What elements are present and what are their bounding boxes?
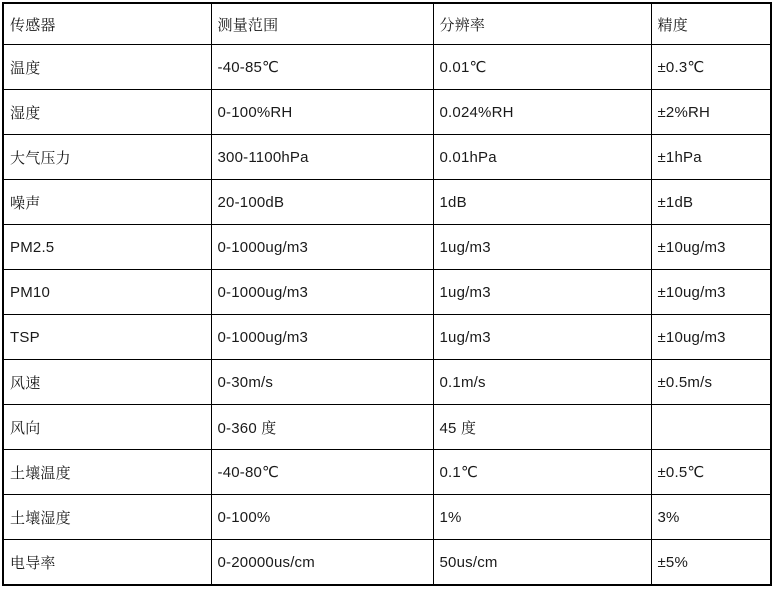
sensor-name-cell: TSP (3, 315, 211, 360)
measurement-range-cell: 0-20000us/cm (211, 540, 433, 586)
sensor-name-cell: 风速 (3, 360, 211, 405)
column-header-range: 测量范围 (211, 3, 433, 45)
resolution-cell: 0.01hPa (433, 135, 651, 180)
accuracy-cell: ±0.5m/s (651, 360, 771, 405)
accuracy-cell: ±2%RH (651, 90, 771, 135)
measurement-range-cell: 0-30m/s (211, 360, 433, 405)
table-header-row (3, 3, 771, 45)
resolution-cell: 1dB (433, 180, 651, 225)
resolution-cell: 50us/cm (433, 540, 651, 586)
table-row (3, 90, 771, 135)
measurement-range-cell: -40-85℃ (211, 45, 433, 90)
column-header-sensor: 传感器 (3, 3, 211, 45)
table-row (3, 450, 771, 495)
accuracy-cell: 3% (651, 495, 771, 540)
table-row (3, 135, 771, 180)
resolution-cell: 45 度 (433, 405, 651, 450)
column-header-accuracy: 精度 (651, 3, 771, 45)
table-row (3, 495, 771, 540)
sensor-name-cell: 土壤温度 (3, 450, 211, 495)
table-row (3, 405, 771, 450)
sensor-name-cell: PM10 (3, 270, 211, 315)
accuracy-cell: ±1dB (651, 180, 771, 225)
sensor-name-cell: 湿度 (3, 90, 211, 135)
accuracy-cell: ±0.5℃ (651, 450, 771, 495)
resolution-cell: 0.1m/s (433, 360, 651, 405)
table-row (3, 360, 771, 405)
sensor-name-cell: 温度 (3, 45, 211, 90)
measurement-range-cell: 0-1000ug/m3 (211, 315, 433, 360)
resolution-cell: 1ug/m3 (433, 225, 651, 270)
sensor-spec-table-container (2, 2, 770, 586)
measurement-range-cell: 0-100% (211, 495, 433, 540)
table-row (3, 225, 771, 270)
measurement-range-cell: 0-1000ug/m3 (211, 225, 433, 270)
sensor-name-cell: 电导率 (3, 540, 211, 586)
accuracy-cell: ±10ug/m3 (651, 315, 771, 360)
resolution-cell: 0.01℃ (433, 45, 651, 90)
sensor-name-cell: 风向 (3, 405, 211, 450)
resolution-cell: 0.024%RH (433, 90, 651, 135)
measurement-range-cell: 300-1100hPa (211, 135, 433, 180)
resolution-cell: 0.1℃ (433, 450, 651, 495)
accuracy-cell (651, 405, 771, 450)
sensor-name-cell: PM2.5 (3, 225, 211, 270)
table-row (3, 45, 771, 90)
table-row (3, 270, 771, 315)
accuracy-cell: ±10ug/m3 (651, 270, 771, 315)
table-row (3, 540, 771, 586)
sensor-name-cell: 土壤湿度 (3, 495, 211, 540)
sensor-name-cell: 大气压力 (3, 135, 211, 180)
measurement-range-cell: -40-80℃ (211, 450, 433, 495)
measurement-range-cell: 20-100dB (211, 180, 433, 225)
sensor-name-cell: 噪声 (3, 180, 211, 225)
resolution-cell: 1ug/m3 (433, 270, 651, 315)
measurement-range-cell: 0-1000ug/m3 (211, 270, 433, 315)
resolution-cell: 1% (433, 495, 651, 540)
table-row (3, 315, 771, 360)
sensor-spec-table (2, 2, 772, 586)
table-row (3, 180, 771, 225)
column-header-resolution: 分辨率 (433, 3, 651, 45)
resolution-cell: 1ug/m3 (433, 315, 651, 360)
accuracy-cell: ±5% (651, 540, 771, 586)
accuracy-cell: ±0.3℃ (651, 45, 771, 90)
measurement-range-cell: 0-360 度 (211, 405, 433, 450)
accuracy-cell: ±10ug/m3 (651, 225, 771, 270)
measurement-range-cell: 0-100%RH (211, 90, 433, 135)
accuracy-cell: ±1hPa (651, 135, 771, 180)
